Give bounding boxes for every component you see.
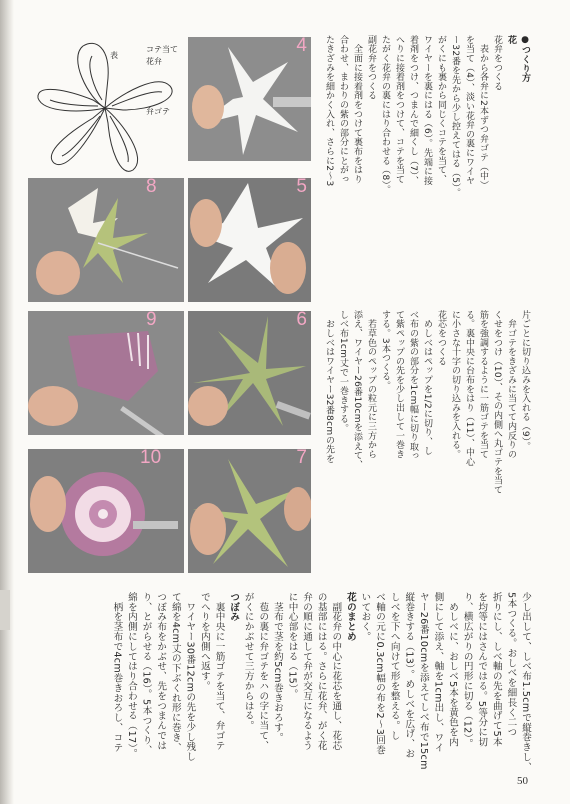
sub-heading: つぼみ <box>228 592 240 622</box>
body-column: めしべはペップを1/2に切り、し <box>422 310 432 456</box>
body-column: 弁ゴテをきざみに当てて内反りの <box>506 310 516 459</box>
body-column: でへりを内側へ返す。 <box>198 592 210 691</box>
lower-instructions <box>14 592 532 772</box>
photo-number: 4 <box>296 37 307 56</box>
body-column: ワイヤーを裏にはる（6）。先端に接 <box>422 35 432 186</box>
template-label-front: 表 <box>110 51 118 60</box>
body-column: 副花弁をつくる <box>366 35 376 101</box>
body-column: 全面に接着剤をつけて裏布をはり <box>352 35 362 184</box>
photo-number: 9 <box>146 311 157 330</box>
body-column: 若草色のペップの粒元に三方から <box>366 310 376 459</box>
body-column: 側にして添え、軸を1cm出し、ワイ <box>432 592 444 753</box>
body-column: ー32番を先から少し控えてはる（5）。 <box>450 35 460 198</box>
upper-instructions <box>316 35 532 305</box>
photo-number: 8 <box>146 178 157 197</box>
body-column: べ軸の元に0.3cm幅の布を2〜3回巻 <box>374 592 386 755</box>
step-photo-9 <box>28 311 184 435</box>
body-column: の基部にはる。さらに花弁、がく花 <box>315 592 327 751</box>
white-sepal-flower-image <box>28 178 184 302</box>
step-photo-8 <box>28 178 184 302</box>
body-column: に中心部をはる（15）。 <box>286 592 298 700</box>
body-column: 添え、ワイヤー26番10cmを添えて、 <box>352 310 362 470</box>
body-column: 5本つくる。おしべを細長く二つ <box>505 592 517 738</box>
white-flower-image <box>188 37 311 161</box>
body-column: る。裏中央に台布をはり（11）、中心 <box>464 310 474 467</box>
body-column: に小さな十字の切り込みを入れる。 <box>450 310 460 459</box>
step-photo-5 <box>188 178 311 302</box>
body-column: くせをつけ（10）、その内側へ丸ゴテを当て <box>492 310 502 495</box>
body-column: いておく。 <box>359 592 371 642</box>
body-column: 花芯をつくる <box>436 310 446 366</box>
heading-column: ●つくり方 <box>520 35 530 83</box>
body-column: しべを下へ向けて形を整える。し <box>388 592 400 741</box>
photo-number: 6 <box>296 311 307 330</box>
book-binding <box>0 0 14 804</box>
body-column: り、とがらせる（16）。5本つくり、 <box>140 592 152 755</box>
body-column: つぼみ布をかぶせ、先をつまんでは <box>155 592 167 751</box>
step-photo-10 <box>28 449 184 573</box>
photo-number: 5 <box>296 178 307 197</box>
page-edge-marker <box>0 590 10 630</box>
page-number: 50 <box>517 775 528 787</box>
green-petals-bent-image <box>188 449 311 573</box>
body-column: へりに接着剤をつけて、コテを当て <box>394 35 404 184</box>
body-column: たきざみを細かく入れ、さらに2〜3 <box>324 35 334 187</box>
body-column: 茎布で茎を約5cm巻きおろす。 <box>271 592 283 743</box>
photo-number: 10 <box>140 449 162 468</box>
purple-fringe-scissors-image <box>28 311 184 435</box>
body-column: 合わせ、まわりの紫の部分にとがっ <box>338 35 348 184</box>
body-column: しべ布1cm丈で一巻きする。 <box>338 310 348 433</box>
body-column: ヤー26番10cmを添えてしべ布で15cm <box>417 592 429 770</box>
flower-wired-hands-image <box>188 178 311 302</box>
body-column: 副花弁の中心に花芯を通し、花芯 <box>330 592 342 751</box>
body-column: する。3本つくる。 <box>380 310 390 391</box>
body-column: を均等にはさんではる。5等分に切 <box>476 592 488 747</box>
body-column: 筋を強調するように一筋ゴテを当て <box>478 310 488 459</box>
step-photo-6 <box>188 311 311 435</box>
sub-heading: 花のまとめ <box>344 592 356 642</box>
body-column: り、横広がりの円形に切る（12）。 <box>461 592 473 749</box>
body-column: おしべはワイヤー32番8cmの先を <box>324 310 334 464</box>
template-label-center: コテ当て <box>146 45 178 54</box>
body-column: ワイヤー30番12cmの先を少し残し <box>184 592 196 762</box>
body-column: 片ごとに切り込みを入れる（9）。 <box>520 310 530 452</box>
body-column: 花弁をつくる <box>492 35 502 91</box>
upper-instructions-second <box>316 310 532 578</box>
body-column: 綿を内側にしてはり合わせる（17）。 <box>125 592 137 759</box>
body-column: 表から各弁に2本ずつ弁ゴテ（中） <box>478 35 488 190</box>
body-column: がくにかぶせて三方からはる。 <box>242 592 254 731</box>
body-column: がくにも裏から同じくコテを当て、 <box>436 35 446 184</box>
body-column: 縦巻きする（13）。めしべを広げ、お <box>403 592 415 759</box>
body-column: 弁の順に通して弁が交互になるよう <box>301 592 313 751</box>
template-label-petal: 花弁 <box>146 57 162 66</box>
step-photo-4 <box>188 37 311 161</box>
body-column: を当て（4）、淡い花弁の裏にワイヤ <box>464 35 474 186</box>
body-column: めしべに、おしべ5本を黄色を内 <box>447 592 459 747</box>
body-column: 少し出して、しべ布1.5cmで縦巻きし、 <box>520 592 531 772</box>
body-column: 柄を茎布で4cm巻きおろし、コテ <box>111 592 123 753</box>
step-photo-7 <box>188 449 311 573</box>
body-column: 裏中央に一筋ゴテを当て、弁ゴテ <box>213 592 225 751</box>
green-petals-tweezers-image <box>188 311 311 435</box>
body-column: て紫ペップの先を少し出して一巻き <box>394 310 404 459</box>
body-column: 折りにし、しべ軸の先を曲げて5本 <box>490 592 502 747</box>
heading-column: 花 <box>506 35 516 45</box>
body-column: べ布の紫の部分を1cm幅に切り取っ <box>408 310 418 461</box>
template-label-tool: 弁ゴテ <box>146 107 170 116</box>
body-column: て綿を4cm丈の下ぶくれ形に巻き、 <box>169 592 181 753</box>
body-column: 着剤をつけ、つまんで細くし（7）、 <box>408 35 418 186</box>
photo-number: 7 <box>296 449 307 468</box>
body-column: 苞の裏に弁ゴテをハの字に当て、 <box>257 592 269 751</box>
body-column: たがく花弁の裏にはり合わせる（8）。 <box>380 35 390 195</box>
